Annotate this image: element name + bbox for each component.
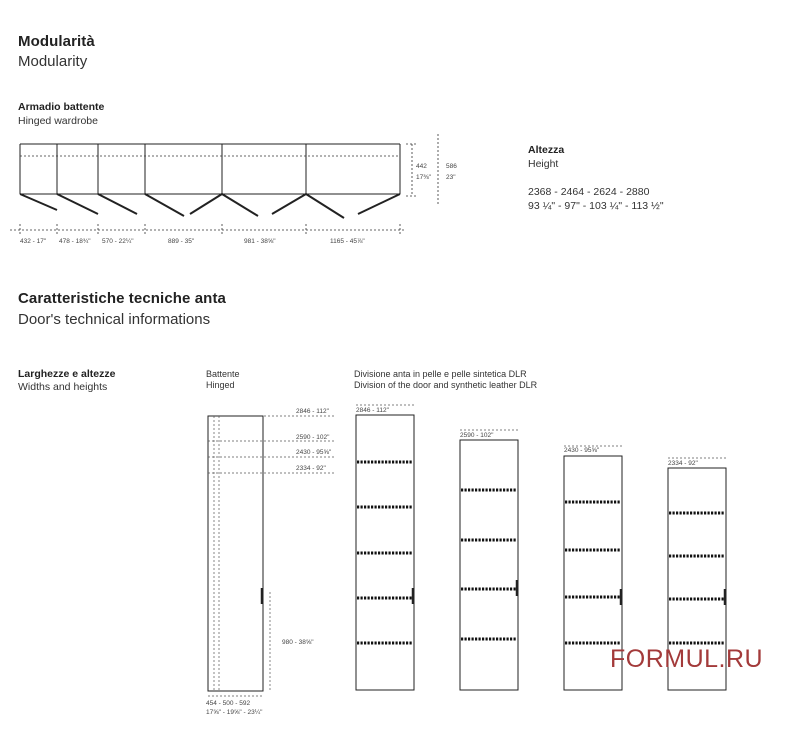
panel-height-4: 2334 - 92" [668,460,698,467]
module-width-5: 981 - 38⅝" [244,238,276,245]
hinged-level-2: 2590 - 102" [296,434,330,441]
module-width-3: 570 - 22¼" [102,238,134,245]
height-values-in: 93 ¼" - 97" - 103 ¼" - 113 ½" [528,200,664,212]
hinged-title: Battente [206,369,240,379]
division-title: Divisione anta in pelle e pelle sintetica DLR [354,369,527,379]
height-title: Altezza [528,144,565,156]
modularity-subtitle: Modularity [18,53,88,70]
panel-height-3: 2430 - 95⅝" [564,447,600,454]
module-width-4: 889 - 35" [168,238,195,245]
sizes-title: Larghezze e altezze [18,368,116,380]
door-title: Caratteristiche tecniche anta [18,290,226,307]
hinged-handle-dim: 980 - 38⅝" [282,639,314,646]
depth-b-mm: 586 [446,163,457,170]
hinged-level-1: 2846 - 112" [296,408,329,415]
depth-a-in: 17⅜" [416,174,431,181]
modularity-title: Modularità [18,33,95,50]
panel-height-2: 2590 - 102" [460,432,494,439]
hinged-level-4: 2334 - 92" [296,465,326,472]
depth-a-mm: 442 [416,163,427,170]
module-width-6: 1165 - 45⅞" [330,238,365,245]
hinged-bottom-mm: 454 - 500 - 592 [206,700,251,707]
wardrobe-subtitle: Hinged wardrobe [18,115,98,127]
division-subtitle: Division of the door and synthetic leather DLR [354,380,538,390]
hinged-subtitle: Hinged [206,380,235,390]
hinged-level-3: 2430 - 95⅝" [296,449,332,456]
hinged-bottom-in: 17⅝" - 19⅝" - 23¼" [206,709,263,716]
door-subtitle: Door's technical informations [18,311,211,328]
sizes-subtitle: Widths and heights [18,381,108,393]
watermark-text: FORMUL.RU [610,645,764,673]
depth-b-in: 23" [446,174,456,181]
module-width-2: 478 - 18¾" [59,238,91,245]
module-width-1: 432 - 17" [20,238,47,245]
height-values-mm: 2368 - 2464 - 2624 - 2880 [528,186,650,198]
wardrobe-title: Armadio battente [18,101,105,113]
panel-height-1: 2846 - 112" [356,407,389,414]
height-subtitle: Height [528,158,559,170]
